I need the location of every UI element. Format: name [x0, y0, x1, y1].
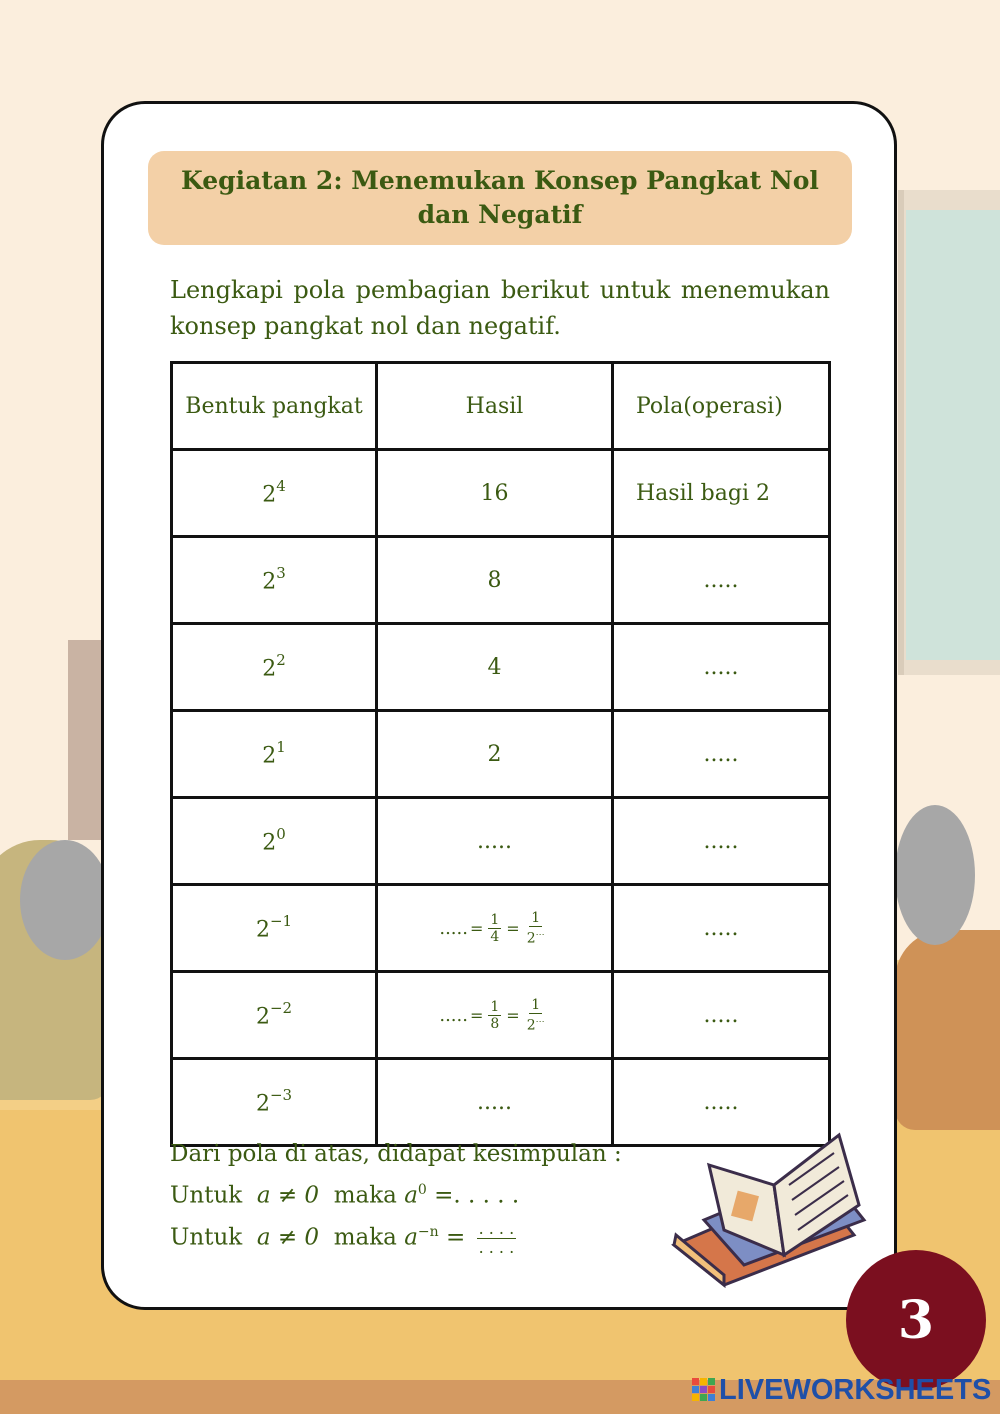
pattern-blank[interactable]: .....: [613, 1059, 830, 1146]
books-illustration: [664, 1125, 879, 1290]
negative-exponent-fraction: [477, 1220, 517, 1257]
result-cell: 2: [377, 711, 613, 798]
power-cell: $2^{-2}$: [172, 972, 377, 1059]
instructions: Lengkapi pola pembagian berikut untuk menemukan konsep pangkat nol dan negatif.: [170, 276, 830, 340]
table-row: [172, 798, 830, 885]
table-row: [172, 885, 830, 972]
page-number: 3: [897, 1289, 935, 1351]
power-cell: $2^3$: [172, 537, 377, 624]
conclusion-zero-exponent: Untuk a ≠ 0 maka $a^0$ =. . . . .: [170, 1182, 520, 1209]
power-cell: $2^0$: [172, 798, 377, 885]
background-child-right: [895, 930, 1000, 1130]
power-cell: $2^4$: [172, 450, 377, 537]
exponent-blank[interactable]: ⋯: [535, 1016, 545, 1027]
conclusion-negative-exponent: Untuk a ≠ 0 maka $a^{-n}$ = $\frac{. . . .}{. . . .}$: [170, 1218, 515, 1257]
pattern-blank[interactable]: .....: [613, 711, 830, 798]
table-row: [172, 537, 830, 624]
pattern-blank[interactable]: .....: [613, 537, 830, 624]
table-row: [172, 972, 830, 1059]
header-power-form: Bentuk pangkat: [172, 363, 377, 450]
result-cell: 8: [377, 537, 613, 624]
result-blank[interactable]: .....: [439, 917, 468, 939]
result-cell: ..... = $\frac{1}{4}$ = $\frac{1}{2^\cdots}$: [377, 885, 613, 972]
power-cell: $2^1$: [172, 711, 377, 798]
table-row: [172, 711, 830, 798]
result-cell: 4: [377, 624, 613, 711]
header-pattern: Pola(operasi): [613, 363, 830, 450]
fraction: $\frac{1}{2^\cdots}$: [526, 909, 545, 947]
page-number-badge: [846, 1250, 986, 1390]
background-window-pane: [906, 210, 1000, 660]
brand-logo: [692, 1372, 991, 1408]
result-cell: 16: [377, 450, 613, 537]
result-cell: ..... = $\frac{1}{8}$ = $\frac{1}{2^\cdots}$: [377, 972, 613, 1059]
fraction: $\frac{1}{8}$: [490, 998, 500, 1032]
table-header-row: [172, 363, 830, 450]
liveworksheets-logo-icon: [692, 1378, 716, 1402]
result-blank[interactable]: .....: [377, 798, 613, 885]
denominator-blank[interactable]: . . . .: [478, 1237, 515, 1257]
pattern-blank[interactable]: .....: [613, 624, 830, 711]
result-blank[interactable]: .....: [439, 1004, 468, 1026]
background-child-right-head: [895, 805, 975, 945]
table-row: [172, 624, 830, 711]
table-row: [172, 450, 830, 537]
power-cell: $2^{-3}$: [172, 1059, 377, 1146]
pattern-blank[interactable]: .....: [613, 798, 830, 885]
pattern-cell: Hasil bagi 2: [613, 450, 830, 537]
numerator-blank[interactable]: . . . .: [478, 1218, 515, 1238]
conclusion-lead: Dari pola di atas, didapat kesimpulan :: [170, 1141, 622, 1167]
result-blank[interactable]: .....: [377, 1059, 613, 1146]
power-cell: $2^{-1}$: [172, 885, 377, 972]
activity-title: Kegiatan 2: Menemukan Konsep Pangkat Nol dan Negatif: [181, 166, 819, 229]
activity-title-box: [148, 151, 852, 245]
conclusion: [170, 1136, 650, 1257]
fraction: $\frac{1}{2^\cdots}$: [526, 996, 545, 1034]
header-result: Hasil: [377, 363, 613, 450]
power-pattern-table: [170, 361, 831, 1147]
fraction: $\frac{1}{4}$: [490, 911, 500, 945]
background-child-left-head: [20, 840, 110, 960]
zero-exponent-blank[interactable]: =. . . . .: [434, 1182, 520, 1209]
pattern-blank[interactable]: .....: [613, 972, 830, 1059]
pattern-blank[interactable]: .....: [613, 885, 830, 972]
brand-name: LIVEWORKSHEETS: [719, 1373, 992, 1406]
exponent-blank[interactable]: ⋯: [535, 929, 545, 940]
power-cell: $2^2$: [172, 624, 377, 711]
